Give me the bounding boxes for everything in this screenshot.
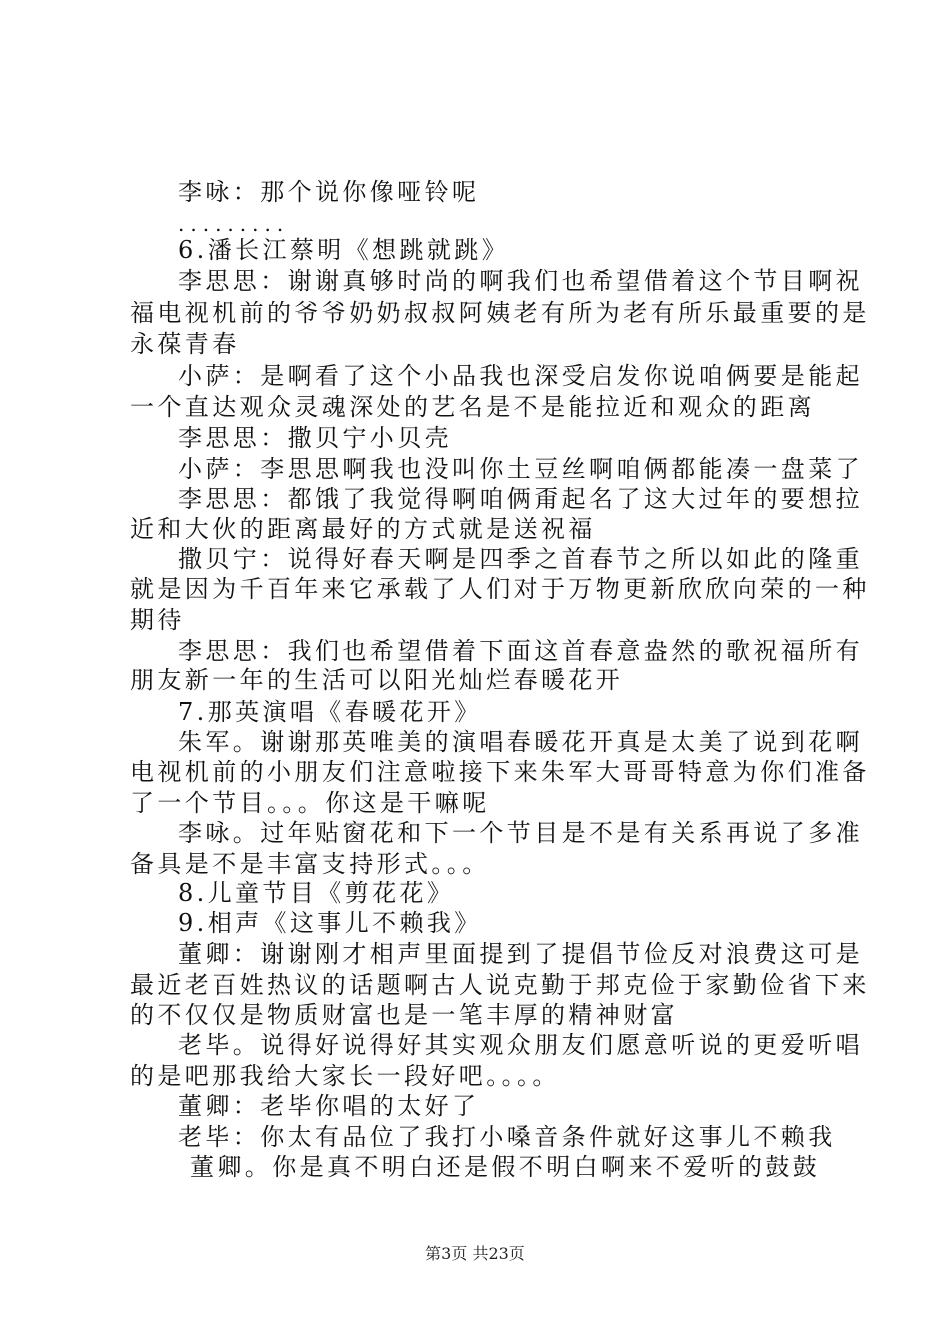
text-line: 小萨：是啊看了这个小品我也深受启发你说咱俩要是能起 xyxy=(178,362,863,390)
text-line: 近和大伙的距离最好的方式就是送祝福 xyxy=(130,515,596,543)
text-line: 李思思：我们也希望借着下面这首春意盎然的歌祝福所有 xyxy=(178,637,863,665)
text-line: 撒贝宁：说得好春天啊是四季之首春节之所以如此的隆重 xyxy=(178,545,863,573)
text-line: 小萨：李思思啊我也没叫你土豆丝啊咱俩都能凑一盘菜了 xyxy=(178,455,863,483)
section-heading: 6.潘长江蔡明《想跳就跳》 xyxy=(178,236,510,264)
text-line: 董卿：谢谢刚才相声里面提到了提倡节俭反对浪费这可是 xyxy=(178,940,863,968)
text-line: 李思思：撒贝宁小贝壳 xyxy=(178,424,452,452)
text-line: 老毕：你太有品位了我打小嗓音条件就好这事儿不赖我 xyxy=(178,1123,836,1151)
text-line: 就是因为千百年来它承载了人们对于万物更新欣欣向荣的一种 xyxy=(130,575,870,603)
text-line: 李思思：都饿了我觉得啊咱俩甭起名了这大过年的要想拉 xyxy=(178,485,863,513)
text-line: 了一个节目。。。你这是干嘛呢 xyxy=(130,789,490,817)
text-line: 朱军。谢谢那英唯美的演唱春暖花开真是太美了说到花啊 xyxy=(178,728,863,756)
text-line: 的不仅仅是物质财富也是一笔丰厚的精神财富 xyxy=(130,1001,678,1029)
text-line: 董卿。你是真不明白还是假不明白啊来不爱听的鼓鼓 xyxy=(190,1153,821,1181)
text-line: 电视机前的小朋友们注意啦接下来朱军大哥哥特意为你们准备 xyxy=(130,758,870,786)
section-heading: 7.那英演唱《春暖花开》 xyxy=(178,698,482,726)
text-line: 备具是不是丰富支持形式。。。 xyxy=(130,850,490,878)
text-line: 李咏：那个说你像哑铃呢 xyxy=(178,178,480,206)
text-line: 期待 xyxy=(130,606,185,634)
section-heading: 9.相声《这事儿不赖我》 xyxy=(178,909,482,937)
text-line: 朋友新一年的生活可以阳光灿烂春暖花开 xyxy=(130,666,624,694)
text-line: 董卿：老毕你唱的太好了 xyxy=(178,1092,480,1120)
section-heading: 8.儿童节目《剪花花》 xyxy=(178,879,455,907)
text-line: 的是吧那我给大家长一段好吧。。。。 xyxy=(130,1062,560,1090)
text-line: 老毕。说得好说得好其实观众朋友们愿意听说的更爱听唱 xyxy=(178,1031,863,1059)
text-line: 李思思：谢谢真够时尚的啊我们也希望借着这个节目啊祝 xyxy=(178,267,863,295)
text-line: 福电视机前的爷爷奶奶叔叔阿姨老有所为老有所乐最重要的是 xyxy=(130,299,870,327)
text-line: 一个直达观众灵魂深处的艺名是不是能拉近和观众的距离 xyxy=(130,393,815,421)
text-line: ......... xyxy=(178,212,290,236)
text-line: 李咏。过年贴窗花和下一个节目是不是有关系再说了多准 xyxy=(178,819,863,847)
page-number-footer: 第3页 共23页 xyxy=(425,1244,525,1263)
text-line: 永葆青春 xyxy=(130,330,240,358)
text-line: 最近老百姓热议的话题啊古人说克勤于邦克俭于家勤俭省下来 xyxy=(130,971,870,999)
